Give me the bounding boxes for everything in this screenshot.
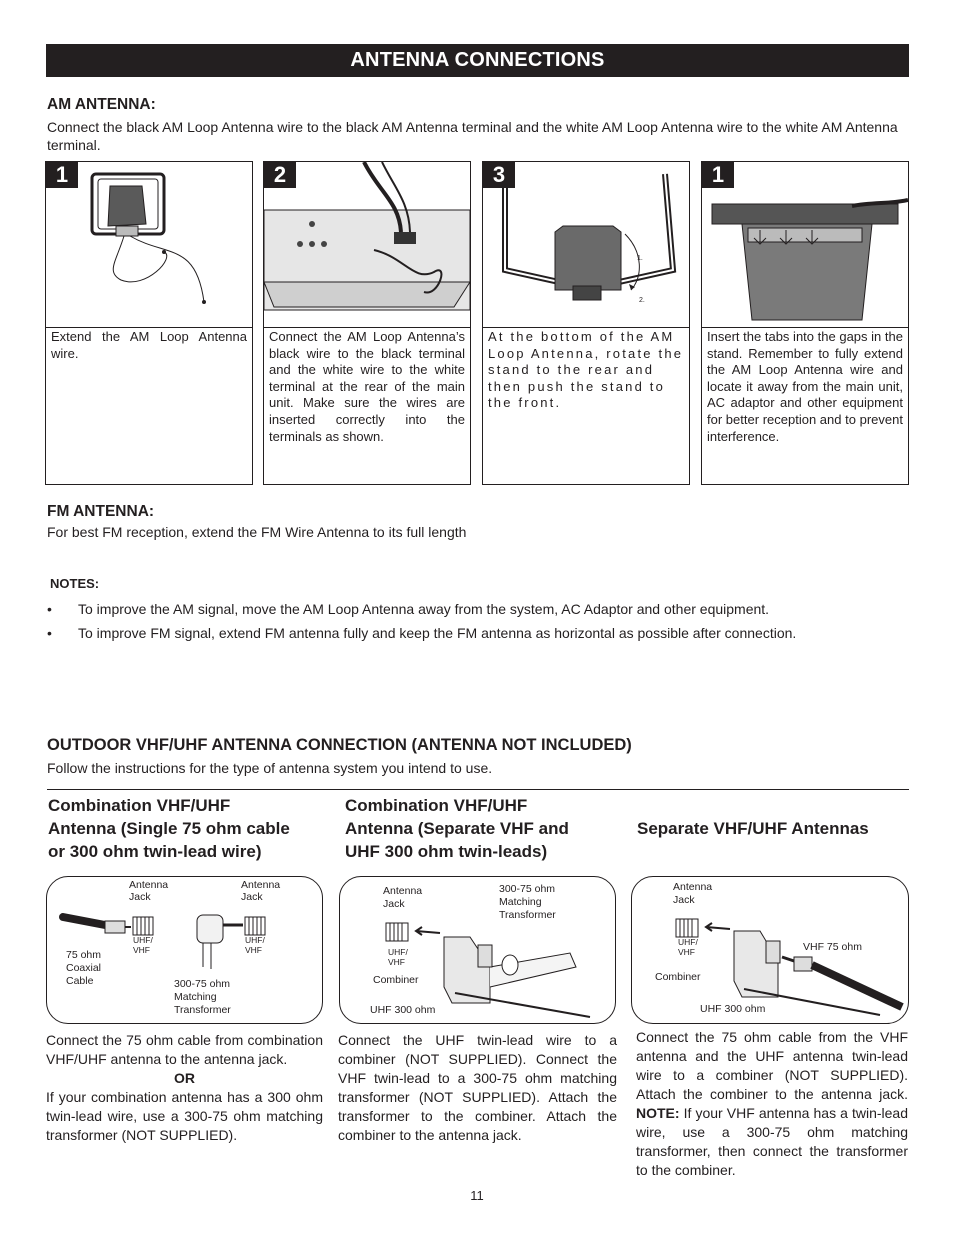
uhf-300-label: UHF 300 ohm (700, 1003, 766, 1015)
step-number: 1 (702, 162, 734, 188)
separate-antennas-diagram (631, 876, 909, 1024)
uhf-vhf-label: VHF (678, 947, 695, 957)
rotate-step-label: 1. (637, 255, 643, 262)
note-text: To improve FM signal, extend FM antenna fully and keep the FM antenna as horizontal as possible after connection. (78, 625, 797, 641)
notes-title: NOTES: (50, 576, 100, 591)
uhf-vhf-label: VHF (133, 945, 150, 955)
step-number: 3 (483, 162, 515, 188)
transformer-label: Matching (499, 896, 542, 908)
am-antenna-intro: Connect the black AM Loop Antenna wire to the black AM Antenna terminal and the white AM Loop Antenna wire to the white AM Antenna terminal. (47, 119, 898, 153)
antenna-jack-label: Antenna (383, 885, 423, 897)
transformer-label: 300-75 ohm (174, 978, 231, 990)
am-step-4 (701, 161, 909, 485)
outdoor-antenna-intro: Follow the instructions for the type of antenna system you intend to use. (47, 760, 493, 776)
uhf-vhf-label: UHF/ (245, 935, 265, 945)
combiner-label: Combiner (655, 971, 701, 983)
transformer-label: Transformer (499, 909, 556, 921)
separate-antennas-instructions (636, 1028, 908, 1180)
step-number: 2 (264, 162, 296, 188)
page-number: 11 (470, 1188, 484, 1203)
note-text: To improve the AM signal, move the AM Loop Antenna away from the system, AC Adaptor and other equipment. (78, 601, 770, 617)
coax-cable-label: 75 ohm (66, 949, 102, 961)
am-step-1 (45, 161, 253, 485)
combo-separate-leads-instructions: Connect the UHF twin-lead wire to a combiner (NOT SUPPLIED). Connect the VHF twin-lead to a 300-75 ohm matching transformer (NOT SUPPLIED). Attach the transformer to the combiner. Attach the combiner to the antenna jack. (338, 1032, 617, 1143)
title-line: Antenna (Single 75 ohm cable (48, 819, 290, 838)
fm-antenna-text: For best FM reception, extend the FM Wire Antenna to its full length (47, 524, 467, 540)
uhf-vhf-label: UHF/ (388, 947, 408, 957)
push-step-label: 2. (639, 297, 645, 304)
step-description: Insert the tabs into the gaps in the stand. Remember to fully extend the AM Loop Antenna wire and locate it away from the main unit, AC adaptor and other equipment for better reception and to prevent interference. (707, 329, 903, 444)
title-line: Separate VHF/UHF Antennas (637, 819, 869, 838)
coax-cable-label: Coaxial (66, 962, 102, 974)
am-antenna-heading: AM ANTENNA: (47, 96, 156, 113)
transformer-label: 300-75 ohm (499, 883, 556, 895)
fm-antenna-heading: FM ANTENNA: (47, 503, 155, 520)
transformer-label: Matching (174, 991, 217, 1003)
uhf-300-label: UHF 300 ohm (370, 1004, 436, 1016)
step-number: 1 (46, 162, 78, 188)
step-description: Connect the AM Loop Antenna’s black wire to the black terminal and the white wire to the white terminal at the rear of the main unit. Make sure the wires are inserted correctly into the terminals as shown. (269, 329, 465, 444)
instruction-text: Connect the 75 ohm cable from combination VHF/UHF antenna to the antenna jack. (46, 1032, 323, 1067)
combo-single-cable-instructions (46, 1031, 323, 1145)
combo-single-cable-title (48, 794, 328, 863)
title-line: or 300 ohm twin-lead wire) (48, 842, 262, 861)
instruction-text: If your VHF antenna has a twin-lead wire, use a 300-75 ohm matching transformer, then connect the transformer to the combiner. (636, 1105, 908, 1178)
am-step-3 (482, 161, 690, 485)
combo-separate-leads-title (345, 794, 625, 863)
section-divider (47, 789, 909, 790)
title-line: Antenna (Separate VHF and (345, 819, 569, 838)
uhf-vhf-label: VHF (388, 957, 405, 967)
note-label: NOTE: (636, 1105, 680, 1121)
title-line: UHF 300 ohm twin-leads) (345, 842, 548, 861)
bullet-marker: • (47, 601, 52, 617)
title-line: Combination VHF/UHF (345, 796, 528, 815)
antenna-jack-label: Jack (129, 891, 151, 903)
transformer-label: Transformer (174, 1004, 231, 1016)
title-line: Combination VHF/UHF (48, 796, 231, 815)
separate-antennas-title (637, 817, 909, 840)
page-banner-title: ANTENNA CONNECTIONS (46, 44, 909, 77)
coax-cable-label: Cable (66, 975, 94, 987)
antenna-jack-label: Jack (241, 891, 263, 903)
uhf-vhf-label: VHF (245, 945, 262, 955)
uhf-vhf-label: UHF/ (133, 935, 153, 945)
instruction-text: If your combination antenna has a 300 ohm twin-lead wire, use a 300-75 ohm matching transformer (NOT SUPPLIED). (46, 1089, 323, 1143)
combo-single-cable-diagram (46, 876, 323, 1024)
combo-separate-leads-diagram (339, 876, 616, 1024)
instruction-text: Connect the 75 ohm cable from the VHF antenna and the UHF antenna twin-lead wire to a combiner (NOT SUPPLIED). Attach the combiner to the antenna jack. (636, 1029, 908, 1102)
step-description: At the bottom of the AM Loop Antenna, rotate the stand to the rear and then push the stand to the front. (488, 329, 684, 411)
step-description: Extend the AM Loop Antenna wire. (51, 329, 247, 361)
antenna-jack-label: Antenna (241, 879, 281, 891)
antenna-jack-label: Jack (673, 894, 695, 906)
combiner-label: Combiner (373, 974, 419, 986)
outdoor-antenna-heading: OUTDOOR VHF/UHF ANTENNA CONNECTION (ANTENNA NOT INCLUDED) (47, 736, 632, 754)
vhf-75-label: VHF 75 ohm (803, 941, 862, 953)
uhf-vhf-label: UHF/ (678, 937, 698, 947)
antenna-jack-label: Jack (383, 898, 405, 910)
or-separator: OR (174, 1070, 195, 1086)
bullet-marker: • (47, 625, 52, 641)
antenna-jack-label: Antenna (129, 879, 169, 891)
am-step-2 (263, 161, 471, 485)
antenna-jack-label: Antenna (673, 881, 713, 893)
